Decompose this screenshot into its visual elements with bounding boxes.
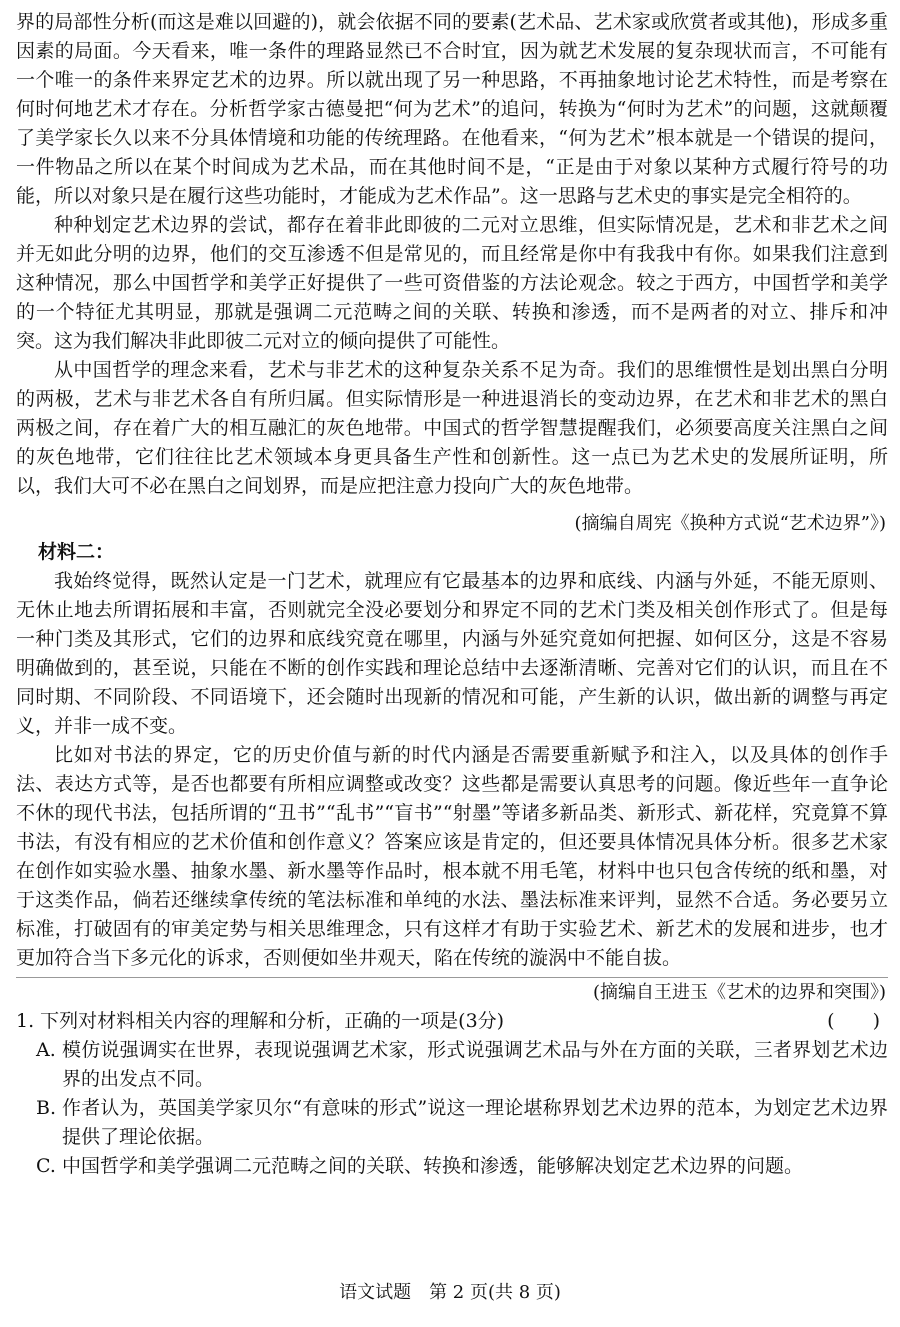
question-1-text: 1. 下列对材料相关内容的理解和分析，正确的一项是(3分): [16, 1010, 505, 1032]
option-b-text: 作者认为，英国美学家贝尔“有意味的形式”说这一理论堪称界划艺术边界的范本，为划定艺术边界提供了理论依据。: [62, 1097, 888, 1148]
material1-paragraph-1: 界的局部性分析(而这是难以回避的)，就会依据不同的要素(艺术品、艺术家或欣赏者或其他)，形成多重因素的局面。今天看来，唯一条件的理路显然已不合时宜，因为就艺术发展的复杂现状而言，不可能有一个唯一的条件来界定艺术的边界。所以就出现了另一种思路，不再抽象地讨论艺术特性，而是考察在何时何地艺术才存在。分析哲学家古德曼把“何为艺术”的追问，转换为“何时为艺术”的问题，这就颠覆了美学家长久以来不分具体情境和功能的传统理路。在他看来，“何为艺术”根本就是一个错误的提问，一件物品之所以在某个时间成为艺术品，而在其他时间不是，“正是由于对象以某种方式履行符号的功能，所以对象只是在履行这些功能时，才能成为艺术作品”。这一思路与艺术史的事实是完全相符的。: [16, 11, 888, 207]
option-b-letter: B.: [36, 1097, 57, 1119]
option-c-text: 中国哲学和美学强调二元范畴之间的关联、转换和渗透，能够解决划定艺术边界的问题。: [62, 1155, 804, 1177]
answer-blank: ( ): [827, 1010, 880, 1032]
option-a-text: 模仿说强调实在世界，表现说强调艺术家，形式说强调艺术品与外在方面的关联，三者界划艺术边界的出发点不同。: [62, 1039, 888, 1090]
option-b: [16, 1094, 888, 1152]
option-c-letter: C.: [36, 1155, 56, 1177]
page-footer: 语文试题 第 2 页(共 8 页): [339, 1282, 561, 1303]
material2-paragraph-1: 我始终觉得，既然认定是一门艺术，就理应有它最基本的边界和底线、内涵与外延，不能无原则、无休止地去所谓拓展和丰富，否则就完全没必要划分和界定不同的艺术门类及相关创作形式了。但是每一种门类及其形式，它们的边界和底线究竟在哪里，内涵与外延究竟如何把握、如何区分，这是不容易明确做到的，甚至说，只能在不断的创作实践和理论总结中去逐渐清晰、完善对它们的认识，而且在不同时期、不同阶段、不同语境下，还会随时出现新的情况和可能，产生新的认识，做出新的调整与再定义，并非一成不变。: [16, 570, 888, 737]
material1-paragraph-2: 种种划定艺术边界的尝试，都存在着非此即彼的二元对立思维，但实际情况是，艺术和非艺术之间并无如此分明的边界，他们的交互渗透不但是常见的，而且经常是你中有我我中有你。如果我们注意到这种情况，那么中国哲学和美学正好提供了一些可资借鉴的方法论观念。较之于西方，中国哲学和美学的一个特征尤其明显，那就是强调二元范畴之间的关联、转换和渗透，而不是两者的对立、排斥和冲突。这为我们解决非此即彼二元对立的倾向提供了可能性。: [16, 214, 888, 352]
material1-source: (摘编自周宪《换种方式说“艺术边界”》): [574, 513, 886, 534]
question-1-stem: [16, 1007, 888, 1036]
option-a-letter: A.: [36, 1039, 56, 1061]
material1-paragraph-3: 从中国哲学的理念来看，艺术与非艺术的这种复杂关系不足为奇。我们的思维惯性是划出黑白分明的两极，艺术与非艺术各自有所归属。但实际情形是一种进退消长的变动边界，在艺术和非艺术的黑白两极之间，存在着广大的相互融汇的灰色地带。中国式的哲学智慧提醒我们，必须要高度关注黑白之间的灰色地带，它们往往比艺术领域本身更具备生产性和创新性。这一点已为艺术史的发展所证明，所以，我们大可不必在黑白之间划界，而是应把注意力投向广大的灰色地带。: [16, 359, 888, 497]
option-c: [16, 1152, 888, 1181]
option-a: [16, 1036, 888, 1094]
material2-heading: 材料二：: [38, 541, 115, 563]
material2-source: (摘编自王进玉《艺术的边界和突围》): [592, 982, 886, 1003]
material2-paragraph-2: 比如对书法的界定，它的历史价值与新的时代内涵是否需要重新赋予和注入，以及具体的创作手法、表达方式等，是否也都要有所相应调整或改变？这些都是需要认真思考的问题。像近些年一直争论不休的现代书法，包括所谓的“丑书”“乱书”“盲书”“射墨”等诸多新品类、新形式、新花样，究竟算不算书法，有没有相应的艺术价值和创作意义？答案应该是肯定的，但还要具体情况具体分析。很多艺术家在创作如实验水墨、抽象水墨、新水墨等作品时，根本就不用毛笔，材料中也只包含传统的纸和墨，对于这类作品，倘若还继续拿传统的笔法标准和单纯的水法、墨法标准来评判，显然不合适。务必要另立标准，打破固有的审美定势与相关思维理念，只有这样才有助于实验艺术、新艺术的发展和进步，也才更加符合当下多元化的诉求，否则便如坐井观天，陷在传统的漩涡中不能自拔。: [16, 744, 888, 969]
exam-page: [16, 8, 888, 1181]
